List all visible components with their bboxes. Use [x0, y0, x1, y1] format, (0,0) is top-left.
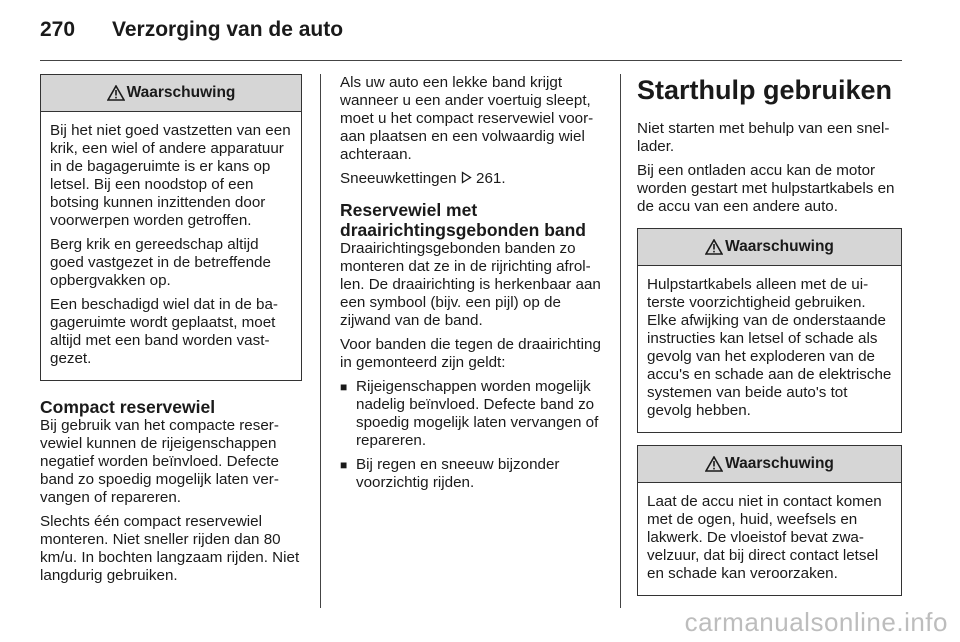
warning-paragraph: Bij het niet goed vastzetten van een krik, een wiel of andere apparatuur in de bagageruimte is er kans op letsel. Bij een noodstop of een botsing kunnen inzittenden door voorwerpen worden getroffen.: [50, 122, 291, 229]
bullet-text: Rijeigenschappen worden mogelijk nadelig beïnvloed. Defecte band zo spoedig mogelijk laten vervangen of repareren.: [356, 378, 599, 449]
column-divider-1: [320, 74, 321, 608]
page-number: 270: [40, 18, 76, 41]
warning-triangle-icon: [107, 85, 125, 101]
warning-triangle-icon: [705, 239, 723, 255]
bullet-item: [340, 456, 604, 492]
bullet-item: [340, 378, 604, 450]
header-divider: [40, 60, 902, 61]
warning-paragraph: Een beschadigd wiel dat in de bagageruimte wordt geplaatst, moet altijd met een band worden vastgezet.: [50, 296, 278, 367]
warning-header: [41, 75, 301, 112]
column-2: [340, 74, 604, 498]
main-heading-jump-start: Starthulp gebruiken: [637, 75, 893, 105]
warning-box-jump-cables: [637, 228, 902, 433]
heading-line: draairichtingsgebonden band: [340, 220, 586, 240]
section-heading-directional: [340, 200, 604, 240]
warning-body: [638, 266, 901, 432]
heading-line: Reservewiel met: [340, 200, 478, 220]
page-reference-arrow-icon: [461, 171, 472, 184]
cross-reference: [340, 170, 604, 188]
cross-reference-text: Sneeuwkettingen: [340, 170, 457, 187]
body-paragraph: Voor banden die tegen de draairichting in gemonteerd zijn geldt:: [340, 336, 601, 371]
chapter-title: Verzorging van de auto: [112, 18, 344, 41]
warning-paragraph: Hulpstartkabels alleen met de uiterste voorzichtigheid gebruiken. Elke afwijking van de onderstaande instructies kan letsel of schade als gevolg van het exploderen van de accu's en schade aan de elektrische systemen van beide auto's tot gevolg hebben.: [647, 276, 892, 419]
bullet-square-icon: ■: [340, 380, 348, 394]
body-paragraph: Niet starten met behulp van een snellader.: [637, 120, 890, 155]
warning-body: [41, 112, 301, 380]
watermark: carmanualsonline.info: [684, 607, 948, 637]
column-divider-2: [620, 74, 621, 608]
warning-box-cargo: [40, 74, 302, 381]
warning-box-acid: [637, 445, 902, 596]
warning-header: [638, 229, 901, 266]
warning-title: Waarschuwing: [725, 238, 834, 255]
body-paragraph: Bij gebruik van het compacte reservewiel kunnen de rijeigenschappen negatief worden beïnvloed. Defecte band zo spoedig mogelijk laten vervangen of repareren.: [40, 417, 279, 506]
warning-triangle-icon: [705, 456, 723, 472]
body-paragraph: Draairichtingsgebonden banden zo monteren dat ze in de rijrichting afrollen. De draairichting is herkenbaar aan een symbool (bijv. een pijl) op de zijwand van de band.: [340, 240, 601, 329]
warning-body: [638, 483, 901, 595]
body-paragraph: Slechts één compact reservewiel monteren. Niet sneller rijden dan 80 km/u. In bochten langzaam rijden. Niet langdurig gebruiken.: [40, 513, 300, 584]
bullet-square-icon: ■: [340, 458, 348, 472]
warning-paragraph: Laat de accu niet in contact komen met de ogen, huid, weefsels en lakwerk. De vloeistof bevat zwavelzuur, dat bij direct contact letsel en schade kan veroorzaken.: [647, 493, 882, 582]
warning-title: Waarschuwing: [725, 455, 834, 472]
bullet-text: Bij regen en sneeuw bijzonder voorzichtig rijden.: [356, 456, 560, 491]
section-heading-compact: Compact reservewiel: [40, 397, 216, 417]
warning-paragraph: Berg krik en gereedschap altijd goed vastgezet in de betreffende opbergvakken op.: [50, 236, 271, 289]
body-paragraph: Bij een ontladen accu kan de motor worden gestart met hulpstartkabels en de accu van een andere auto.: [637, 162, 895, 215]
bullet-list: [340, 378, 604, 492]
warning-header: [638, 446, 901, 483]
column-3: [637, 74, 902, 596]
column-1: [40, 74, 302, 591]
warning-title: Waarschuwing: [126, 84, 236, 101]
body-paragraph: Als uw auto een lekke band krijgt wanneer u een ander voertuig sleept, moet u het compact reservewiel vooraan plaatsen en een volwaardig wiel achteraan.: [340, 74, 594, 163]
cross-reference-page: 261.: [476, 170, 506, 187]
